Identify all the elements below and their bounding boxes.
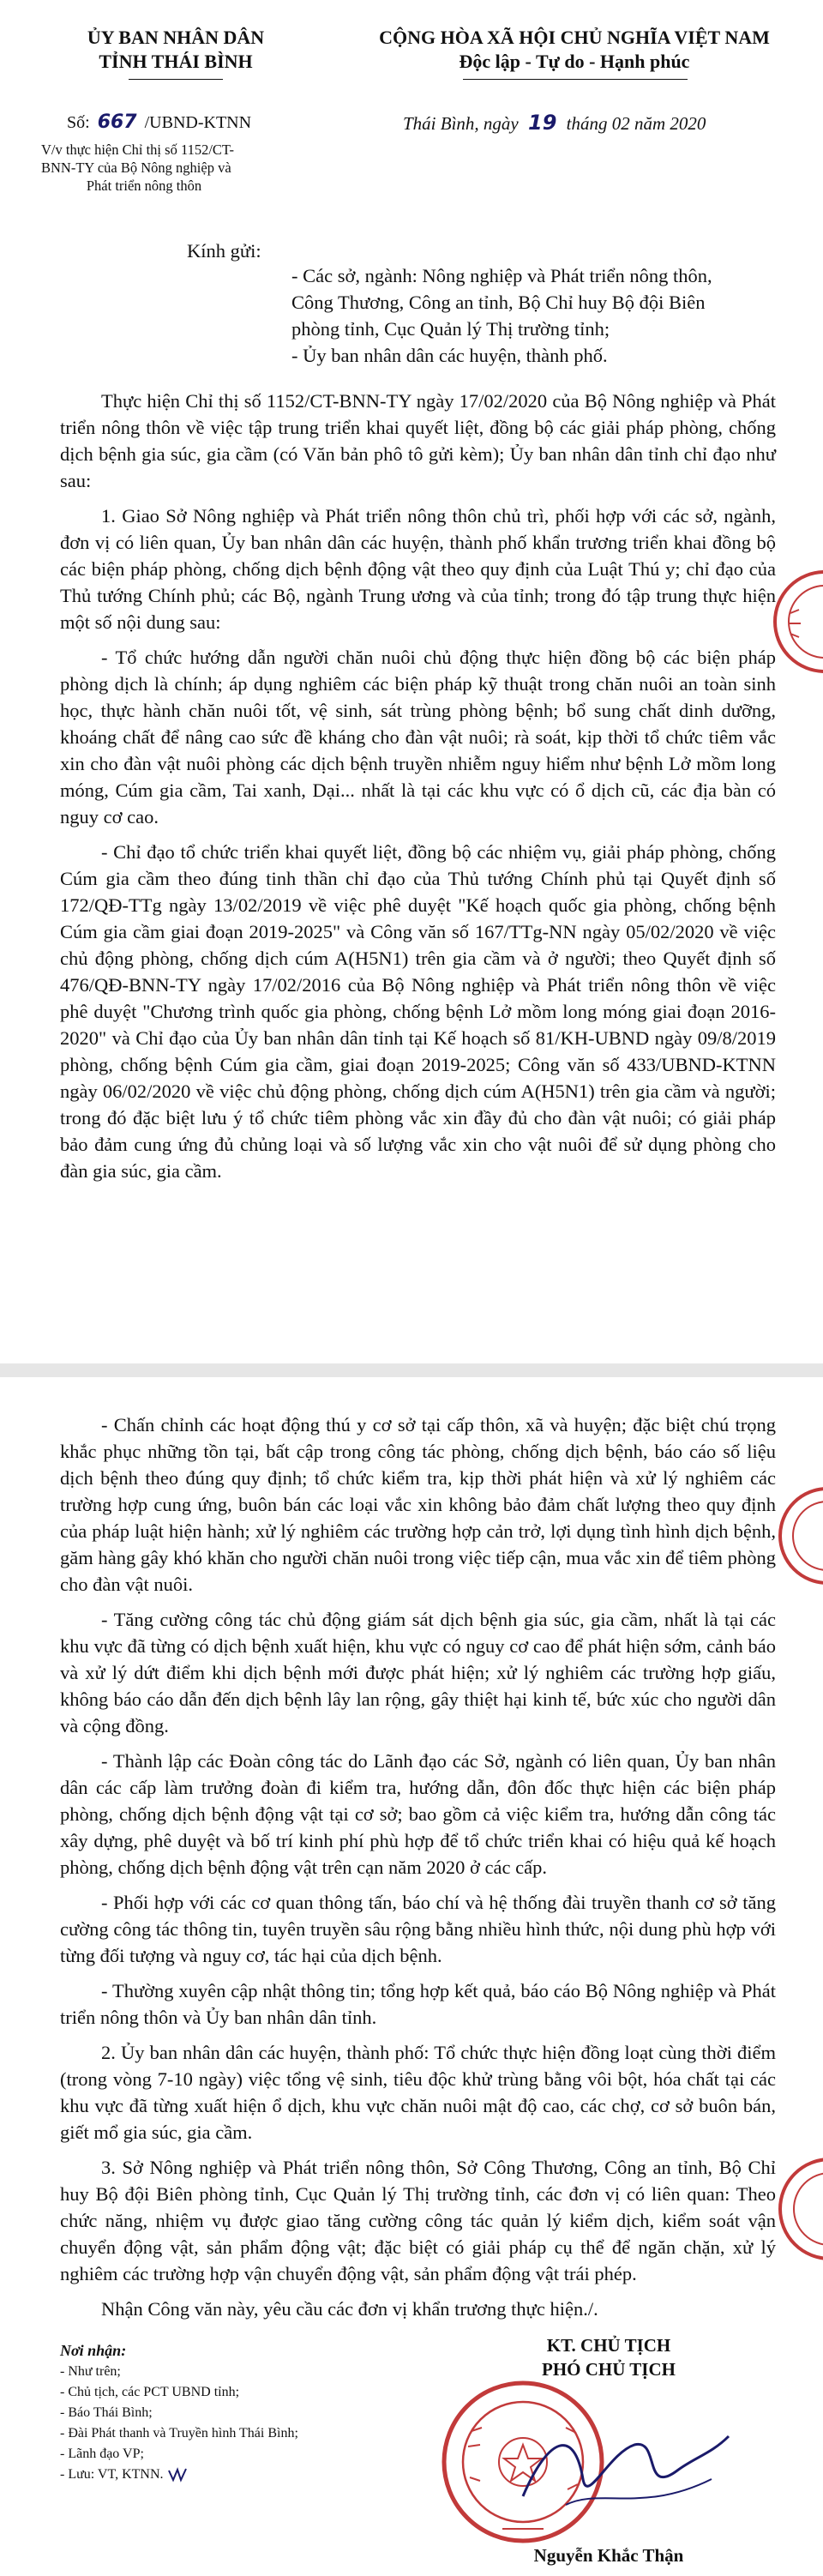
recipient-item-text: - Lưu: VT, KTNN.	[60, 2467, 164, 2482]
recipient-item: - Lãnh đạo VP;	[60, 2447, 144, 2461]
signer-name: Nguyễn Khắc Thận	[533, 2545, 684, 2566]
recipient-line: - Các sở, ngành: Nông nghiệp và Phát triển nông thôn,	[291, 265, 712, 286]
greeting-label: Kính gửi:	[187, 240, 261, 262]
directive-1-bullet: - Chỉ đạo tổ chức triển khai quyết liệt, đồng bộ các nhiệm vụ, giải pháp phòng, chống Cúm gia cầm theo đúng tinh thần chỉ đạo của Thủ tướng Chính phủ tại Quyết định số 172/QĐ-TTg ngày 13/02/2019 về việc phê duyệt "Kế hoạch quốc gia phòng, chống bệnh Cúm gia cầm giai đoạn 2019-2025" và Công văn số 167/TTg-NN ngày 05/02/2020 về việc chủ động phòng, chống dịch cúm A(H5N1) trên gia cầm và ở người; theo Quyết định số 476/QĐ-BNN-TY ngày 17/02/2016 của Bộ Nông nghiệp và Phát triển nông thôn về việc phê duyệt "Chương trình quốc gia phòng, chống bệnh Lở mồm long móng giai đoạn 2016-2020" và Chỉ đạo của Ủy ban nhân dân tỉnh tại Kế hoạch số 81/KH-UBND ngày 09/8/2019 phòng, chống bệnh Cúm gia cầm, giai đoạn 2019-2025; Công văn số 433/UBND-KTNN ngày 06/02/2020 về việc chủ động phòng, chống dịch cúm A(H5N1) trên gia cầm và người; trong đó đặc biệt lưu ý tổ chức tiêm phòng vắc xin đầy đủ cho đàn vật nuôi; có giải pháp bảo đảm cung ứng đủ chủng loại và số lượng vắc xin cho vật nuôi để sử dụng phòng cho đàn gia súc, gia cầm.	[60, 841, 776, 1182]
national-title	[351, 26, 797, 74]
recipient-item	[60, 2465, 369, 2485]
date-prefix: Thái Bình, ngày	[403, 113, 519, 134]
recipients-title: Nơi nhận:	[60, 2342, 127, 2359]
directive-1-bullet: - Chấn chỉnh các hoạt động thú y cơ sở tại cấp thôn, xã và huyện; đặc biệt chú trọng khắc phục những tồn tại, bất cập trong công tác phòng, chống dịch bệnh, báo cáo số liệu dịch bệnh theo đúng quy định; tổ chức kiểm tra, kịp thời phát hiện và xử lý nghiêm các trường hợp cung ứng, buôn bán các loại vắc xin không bảo đảm chất lượng theo quy định của pháp luật hiện hành; xử lý nghiêm các trường hợp cản trở, lợi dụng tình hình dịch bệnh, găm hàng gây khó khăn cho người chăn nuôi trong việc tiếp cận, mua vắc xin để tiêm phòng cho đàn vật nuôi.	[60, 1414, 776, 1595]
motto-underline	[463, 79, 688, 80]
signature-block	[446, 2333, 772, 2381]
page2-body	[60, 1411, 776, 2331]
document-subject	[41, 141, 324, 195]
agency-underline	[129, 79, 223, 80]
subject-line: BNN-TY của Bộ Nông nghiệp và	[41, 159, 231, 176]
recipient-item: - Chủ tịch, các PCT UBND tỉnh;	[60, 2385, 240, 2399]
partial-seal-icon	[776, 1480, 823, 1592]
doc-no-prefix: Số:	[67, 113, 90, 132]
subject-line: V/v thực hiện Chỉ thị số 1152/CT-	[41, 141, 234, 158]
recipient-list	[291, 262, 772, 369]
date-day-handwritten: 19	[528, 111, 557, 135]
directive-3-paragraph: 3. Sở Nông nghiệp và Phát triển nông thôn, Sở Công Thương, Công an tỉnh, Bộ Chỉ huy Bộ đội Biên phòng tỉnh, Cục Quản lý Thị trường tỉnh, các đơn vị có liên quan: Theo chức năng, nhiệm vụ được giao tăng cường công tác quản lý kiểm dịch, kiểm soát vận chuyển động vật, sản phẩm động vật; đặc biệt có giải pháp cụ thể để ngăn chặn, xử lý nghiêm các trường hợp vận chuyển động vật, sản phẩm động vật trái phép.	[60, 2157, 776, 2284]
directive-1-paragraph: 1. Giao Sở Nông nghiệp và Phát triển nông thôn chủ trì, phối hợp với các sở, ngành, đơn vị có liên quan, Ủy ban nhân dân các huyện, thành phố khẩn trương triển khai đồng bộ các biện pháp phòng, chống dịch bệnh động vật theo quy định của Luật Thú y; chỉ đạo của Thủ tướng Chính phủ; các Bộ, ngành Trung ương và của tỉnh; trong đó tập trung thực hiện một số nội dung sau:	[60, 505, 776, 633]
republic-title: CỘNG HÒA XÃ HỘI CHỦ NGHĨA VIỆT NAM	[379, 27, 770, 48]
recipient-item: - Báo Thái Bình;	[60, 2405, 153, 2420]
issue-date	[403, 111, 706, 135]
date-suffix: tháng 02 năm 2020	[566, 113, 706, 134]
partial-seal-icon	[772, 562, 823, 682]
document-number	[67, 111, 251, 134]
recipient-line: phòng tỉnh, Cục Quản lý Thị trường tỉnh;	[291, 318, 610, 340]
partial-seal-icon	[778, 2149, 823, 2269]
closing-paragraph: Nhận Công văn này, yêu cầu các đơn vị khẩn trương thực hiện./.	[101, 2298, 598, 2320]
agency-line-2: TỈNH THÁI BÌNH	[99, 51, 253, 72]
page-separator	[0, 1363, 823, 1377]
handwritten-signature-icon	[514, 2419, 737, 2531]
doc-no-suffix: /UBND-KTNN	[144, 113, 252, 132]
recipient-line: Công Thương, Công an tỉnh, Bộ Chỉ huy Bộ đội Biên	[291, 292, 706, 313]
agency-line-1: ỦY BAN NHÂN DÂN	[87, 27, 265, 48]
signature-role: PHÓ CHỦ TỊCH	[542, 2359, 676, 2380]
recipient-item: - Như trên;	[60, 2364, 121, 2379]
subject-line: Phát triển nông thôn	[86, 178, 202, 194]
directive-1-bullet: - Thành lập các Đoàn công tác do Lãnh đạo các Sở, ngành có liên quan, Ủy ban nhân dân các cấp làm trưởng đoàn đi kiểm tra, hướng dẫn, đôn đốc thực hiện các biện pháp phòng, chống dịch bệnh động vật tại cơ sở; bao gồm cả việc kiểm tra, hướng dẫn công tác xây dựng, phê duyệt và bố trí kinh phí phù hợp để tổ chức triển khai có hiệu quả kế hoạch phòng, chống dịch bệnh động vật trên cạn năm 2020 ở các cấp.	[60, 1750, 776, 1878]
directive-1-bullet: - Tổ chức hướng dẫn người chăn nuôi chủ động thực hiện đồng bộ các biện pháp phòng dịch là chính; áp dụng nghiêm các biện pháp kỹ thuật trong chăn nuôi an toàn sinh học, thực hành chăn nuôi tốt, vệ sinh, sát trùng phòng bệnh; bổ sung chất dinh dưỡng, khoáng chất để nâng cao sức đề kháng cho đàn vật nuôi; rà soát, kịp thời tổ chức tiêm vắc xin cho đàn vật nuôi phòng các dịch bệnh truyền nhiễm nguy hiểm như bệnh Lở mồm long móng, Cúm gia cầm, Tai xanh, Dại... nhất là tại các khu vực có ổ dịch cũ, các địa bàn có nguy cơ cao.	[60, 647, 776, 828]
directive-1-bullet: - Tăng cường công tác chủ động giám sát dịch bệnh gia súc, gia cầm, nhất là tại các khu vực đã từng có dịch bệnh xuất hiện, khu vực có nguy cơ cao để phát hiện sớm, cảnh báo và xử lý dứt điểm khi dịch bệnh mới được phát hiện; xử lý nghiêm các trường hợp giấu, không báo cáo dẫn đến dịch bệnh lây lan rộng, gây thiệt hại kinh tế, bức xúc cho người dân và cộng đồng.	[60, 1609, 776, 1736]
issuing-agency	[34, 26, 317, 74]
directive-1-bullet: - Thường xuyên cập nhật thông tin; tổng hợp kết quả, báo cáo Bộ Nông nghiệp và Phát triển nông thôn và Ủy ban nhân dân tỉnh.	[60, 1980, 776, 2028]
recipients-block	[60, 2342, 369, 2485]
intro-paragraph: Thực hiện Chỉ thị số 1152/CT-BNN-TY ngày 17/02/2020 của Bộ Nông nghiệp và Phát triển nông thôn về việc tập trung triển khai quyết liệt, đồng bộ các giải pháp phòng, chống dịch bệnh gia súc, gia cầm (có Văn bản phô tô gửi kèm); Ủy ban nhân dân tỉnh chỉ đạo như sau:	[60, 390, 776, 491]
directive-1-bullet: - Phối hợp với các cơ quan thông tấn, báo chí và hệ thống đài truyền thanh cơ sở tăng cường công tác thông tin, tuyên truyền sâu rộng bằng nhiều hình thức, nội dung phù hợp với từng đối tượng và nguy cơ, tác hại của dịch bệnh.	[60, 1892, 776, 1966]
initials-mark-icon	[167, 2467, 189, 2483]
page1-body	[60, 388, 776, 1193]
signature-kt-line: KT. CHỦ TỊCH	[546, 2335, 671, 2356]
doc-no-handwritten: 667	[97, 111, 137, 133]
directive-2-paragraph: 2. Ủy ban nhân dân các huyện, thành phố: Tổ chức thực hiện đồng loạt cùng thời điểm (trong vòng 7-10 ngày) việc tổng vệ sinh, tiêu độc khử trùng bằng vôi bột, hóa chất tại các khu vực đã từng xuất hiện ổ dịch, khu vực chăn nuôi mật độ cao, các chợ, cơ sở buôn bán, giết mổ gia súc, gia cầm.	[60, 2042, 776, 2143]
recipient-item: - Đài Phát thanh và Truyền hình Thái Bình;	[60, 2426, 298, 2441]
document-page-2	[0, 1377, 823, 2576]
national-motto: Độc lập - Tự do - Hạnh phúc	[459, 51, 690, 72]
recipient-line: - Ủy ban nhân dân các huyện, thành phố.	[291, 345, 608, 366]
